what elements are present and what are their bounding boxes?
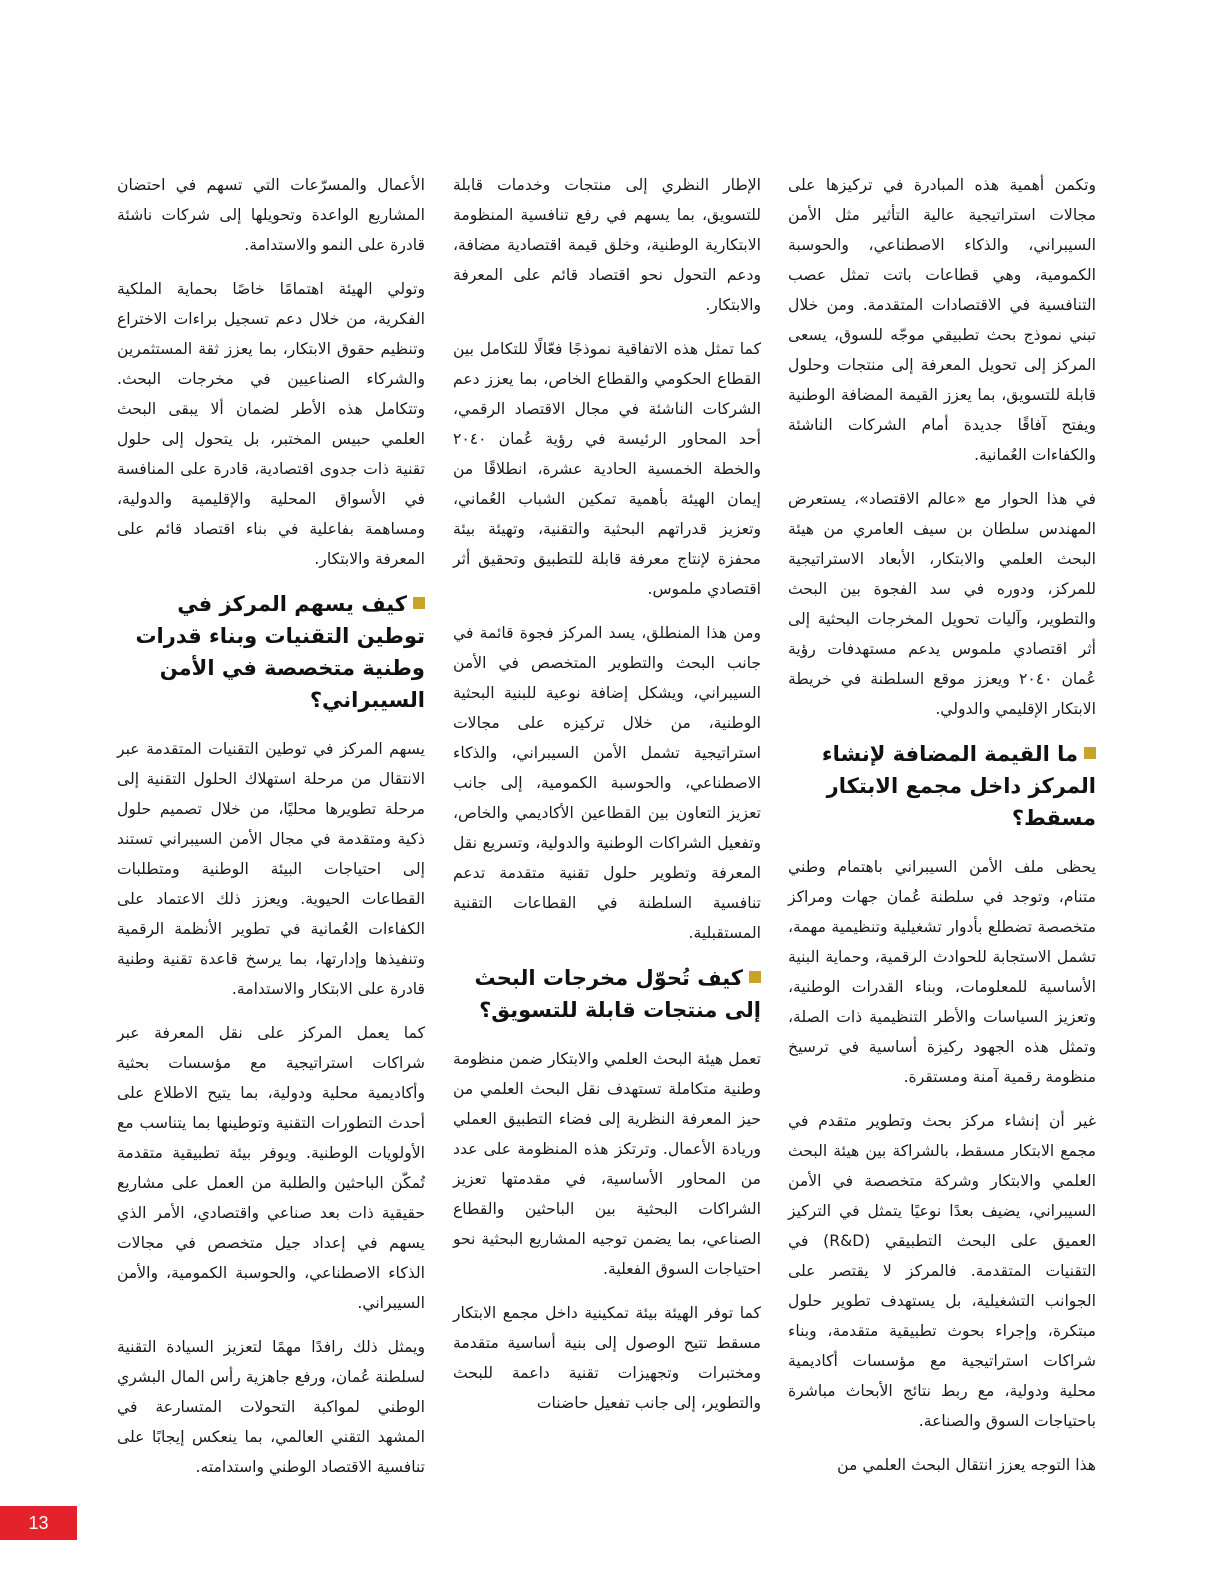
section-heading-text: كيف يسهم المركز في توطين التقنيات وبناء قدرات وطنية متخصصة في الأمن السيبراني؟ <box>135 592 425 712</box>
article-column-left <box>117 170 425 1496</box>
paragraph: في هذا الحوار مع «عالم الاقتصاد»، يستعرض المهندس سلطان بن سيف العامري من هيئة البحث العلمي والابتكار، الأبعاد الاستراتيجية للمركز، ودوره في سد الفجوة بين البحث والتطوير، وآليات تحويل المخرجات البحثية إلى أثر اقتصادي ملموس يدعم مستهدفات رؤية عُمان ٢٠٤٠ ويعزز موقع السلطنة في خريطة الابتكار الإقليمي والدولي. <box>788 490 1096 718</box>
page-number: 13 <box>0 1506 77 1540</box>
article-column-right <box>788 170 1096 1494</box>
heading-square-icon <box>413 597 425 609</box>
section-heading-text: كيف تُحوّل مخرجات البحث إلى منتجات قابلة للتسويق؟ <box>474 966 761 1022</box>
paragraph: وتولي الهيئة اهتمامًا خاصًا بحماية الملكية الفكرية، من خلال دعم تسجيل براءات الاختراع وتنظيم حقوق الابتكار، بما يعزز ثقة المستثمرين والشركاء الصناعيين في مخرجات البحث. وتتكامل هذه الأطر لضمان ألا يبقى البحث العلمي حبيس المختبر، بل يتحول إلى حلول تقنية ذات جدوى اقتصادية، قادرة على المنافسة في الأسواق المحلية والإقليمية والدولية، ومساهمة بفاعلية في بناء اقتصاد قائم على المعرفة والابتكار. <box>117 280 425 568</box>
paragraph: كما توفر الهيئة بيئة تمكينية داخل مجمع الابتكار مسقط تتيح الوصول إلى بنية أساسية متقدمة ومختبرات وتجهيزات تقنية داعمة للبحث والتطوير، إلى جانب تفعيل حاضنات <box>453 1304 761 1412</box>
section-heading <box>117 588 425 716</box>
paragraph: ومن هذا المنطلق، يسد المركز فجوة قائمة في جانب البحث والتطوير المتخصص في الأمن السيبراني، ويشكل إضافة نوعية للبنية البحثية الوطنية، من خلال تركيزه على مجالات استراتيجية تشمل الأمن السيبراني، والذكاء الاصطناعي، والحوسبة الكمومية، إلى جانب تعزيز التعاون بين القطاعين الأكاديمي والخاص، وتفعيل الشراكات الوطنية والدولية، وتسريع نقل المعرفة وتطوير حلول تقنية متقدمة تدعم تنافسية السلطنة في القطاعات التقنية المستقبلية. <box>453 624 761 942</box>
article-column-middle <box>453 170 761 1432</box>
section-heading-text: ما القيمة المضافة لإنشاء المركز داخل مجمع الابتكار مسقط؟ <box>821 742 1096 830</box>
section-heading <box>788 738 1096 834</box>
paragraph: وتكمن أهمية هذه المبادرة في تركيزها على مجالات استراتيجية عالية التأثير مثل الأمن السيبراني، والذكاء الاصطناعي، والحوسبة الكمومية، وهي قطاعات باتت تمثل عصب التنافسية في الاقتصادات المتقدمة. ومن خلال تبني نموذج بحث تطبيقي موجّه للسوق، يسعى المركز إلى تحويل المعرفة إلى منتجات وحلول قابلة للتسويق، بما يعزز القيمة المضافة الوطنية ويفتح آفاقًا جديدة أمام الشركات الناشئة والكفاءات العُمانية. <box>788 176 1096 464</box>
paragraph: ويمثل ذلك رافدًا مهمًا لتعزيز السيادة التقنية لسلطنة عُمان، ورفع جاهزية رأس المال البشري الوطني لمواكبة التحولات المتسارعة في المشهد التقني العالمي، بما ينعكس إيجابًا على تنافسية الاقتصاد الوطني واستدامته. <box>117 1338 425 1476</box>
paragraph: الأعمال والمسرّعات التي تسهم في احتضان المشاريع الواعدة وتحويلها إلى شركات ناشئة قادرة على النمو والاستدامة. <box>117 176 425 254</box>
paragraph: كما يعمل المركز على نقل المعرفة عبر شراكات استراتيجية مع مؤسسات بحثية وأكاديمية محلية ودولية، بما يتيح الاطلاع على أحدث التطورات التقنية وتوطينها بما يتناسب مع الأولويات الوطنية. ويوفر بيئة تطبيقية متقدمة تُمكّن الباحثين والطلبة من العمل على مشاريع حقيقية ذات بعد صناعي واقتصادي، الأمر الذي يسهم في إعداد جيل متخصص في مجالات الذكاء الاصطناعي، والحوسبة الكمومية، والأمن السيبراني. <box>117 1024 425 1312</box>
paragraph: غير أن إنشاء مركز بحث وتطوير متقدم في مجمع الابتكار مسقط، بالشراكة بين هيئة البحث العلمي والابتكار وشركة متخصصة في الأمن السيبراني، يضيف بعدًا نوعيًا يتمثل في التركيز العميق على البحث التطبيقي (R&D) في التقنيات المتقدمة. فالمركز لا يقتصر على الجوانب التشغيلية، بل يستهدف تطوير حلول مبتكرة، وإجراء بحوث تطبيقية متقدمة، وبناء شراكات استراتيجية مع مؤسسات أكاديمية محلية ودولية، مع ربط نتائج الأبحاث مباشرة باحتياجات السوق والصناعة. <box>788 1112 1096 1430</box>
section-heading <box>453 962 761 1026</box>
paragraph: يسهم المركز في توطين التقنيات المتقدمة عبر الانتقال من مرحلة استهلاك الحلول التقنية إلى مرحلة تطويرها محليًا، من خلال تصميم حلول ذكية ومتقدمة في مجال الأمن السيبراني تستند إلى احتياجات البيئة الوطنية ومتطلبات القطاعات الحيوية. ويعزز ذلك الاعتماد على الكفاءات العُمانية في تطوير الأنظمة الرقمية وتنفيذها وإدارتها، بما يرسخ قاعدة تقنية وطنية قادرة على الابتكار والاستدامة. <box>117 740 425 998</box>
paragraph: يحظى ملف الأمن السيبراني باهتمام وطني متنام، وتوجد في سلطنة عُمان جهات ومراكز متخصصة تضطلع بأدوار تشغيلية وتنظيمية مهمة، تشمل الاستجابة للحوادث الرقمية، وحماية البنية الأساسية للمعلومات، وبناء القدرات الوطنية، وتعزيز السياسات والأطر التنظيمية ذات الصلة، وتمثل هذه الجهود ركيزة أساسية في ترسيخ منظومة رقمية آمنة ومستقرة. <box>788 858 1096 1086</box>
paragraph: كما تمثل هذه الاتفاقية نموذجًا فعّالًا للتكامل بين القطاع الحكومي والقطاع الخاص، بما يعزز دعم الشركات الناشئة في مجال الاقتصاد الرقمي، أحد المحاور الرئيسة في رؤية عُمان ٢٠٤٠ والخطة الخمسية الحادية عشرة، انطلاقًا من إيمان الهيئة بأهمية تمكين الشباب العُماني، وتعزيز قدراتهم البحثية والتقنية، وتهيئة بيئة محفزة لإنتاج معرفة قابلة للتطبيق وتحقيق أثر اقتصادي ملموس. <box>453 340 761 598</box>
heading-square-icon <box>749 971 761 983</box>
paragraph: هذا التوجه يعزز انتقال البحث العلمي من <box>837 1456 1096 1474</box>
paragraph: تعمل هيئة البحث العلمي والابتكار ضمن منظومة وطنية متكاملة تستهدف نقل البحث العلمي من حيز المعرفة النظرية إلى فضاء التطبيق العملي وريادة الأعمال. وترتكز هذه المنظومة على عدد من المحاور الأساسية، في مقدمتها تعزيز الشراكات البحثية بين الباحثين والقطاع الصناعي، بما يضمن توجيه المشاريع البحثية نحو احتياجات السوق الفعلية. <box>453 1050 761 1278</box>
paragraph: الإطار النظري إلى منتجات وخدمات قابلة للتسويق، بما يسهم في رفع تنافسية المنظومة الابتكارية الوطنية، وخلق قيمة اقتصادية مضافة، ودعم التحول نحو اقتصاد قائم على المعرفة والابتكار. <box>453 176 761 314</box>
heading-square-icon <box>1084 747 1096 759</box>
